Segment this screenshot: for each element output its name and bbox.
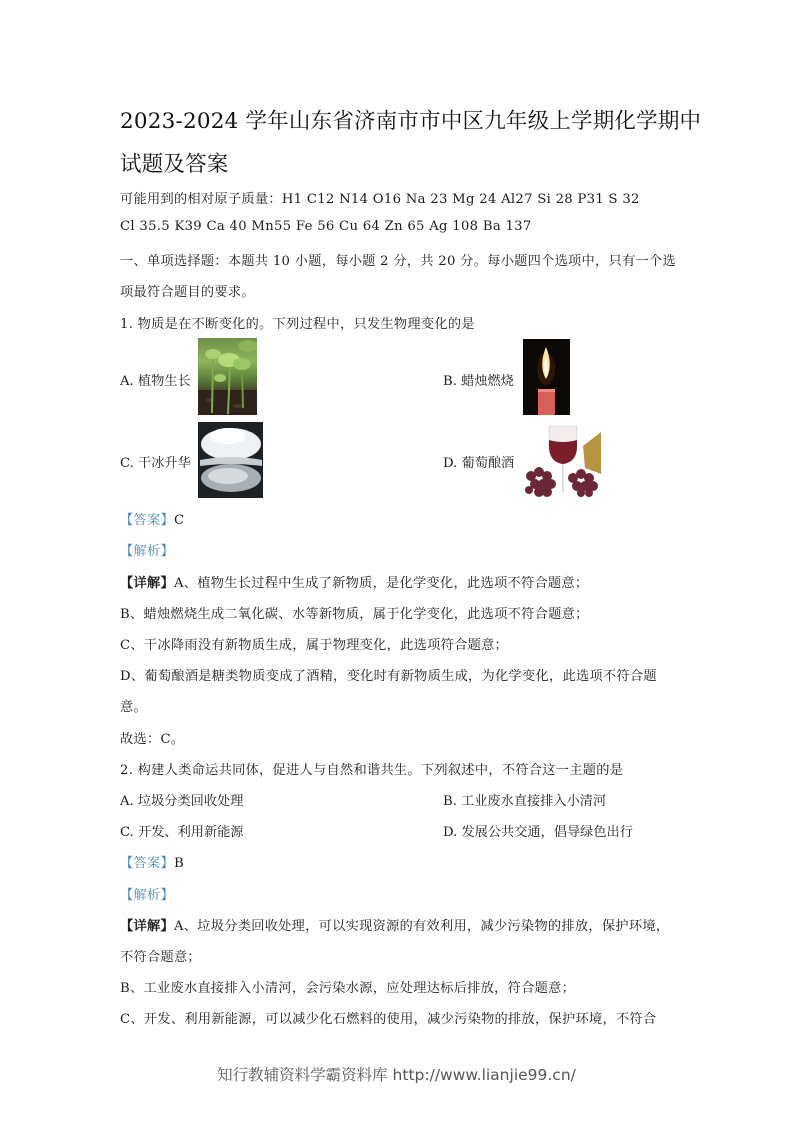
question-1-detail-line-2: B、蜡烛燃烧生成二氧化碳、水等新物质，属于化学变化，此选项不符合题意； [120, 607, 589, 622]
question-1-option-a: A. 植物生长 [120, 374, 191, 389]
question-2-analysis-tag [120, 884, 174, 903]
answer-value: B [173, 856, 184, 871]
page-title-line-2: 试题及答案 [120, 152, 229, 177]
question-1-analysis-tag [120, 540, 174, 559]
question-1-answer [120, 509, 184, 528]
question-2-option-d: D. 发展公共交通，倡导绿色出行 [443, 825, 633, 840]
section-heading-line-2: 项最符合题目的要求。 [120, 285, 255, 300]
question-2-detail-line-4: C、开发、利用新能源，可以减少化石燃料的使用，减少污染物的排放，保护环境，不符合 [120, 1012, 657, 1027]
question-1-detail-line-4: D、葡萄酿酒是糖类物质变成了酒精，变化时有新物质生成，为化学变化，此选项不符合题 [120, 669, 657, 684]
answer-tag: 【答案】 [120, 856, 174, 871]
section-heading-line-1: 一、单项选择题：本题共 10 小题，每小题 2 分，共 20 分。每小题四个选项中，只有一个选 [120, 254, 676, 269]
question-2-detail-line-3: B、工业废水直接排入小清河，会污染水源，应处理达标后排放，符合题意； [120, 981, 576, 996]
answer-tag: 【答案】 [120, 513, 174, 528]
detail-text: A、植物生长过程中生成了新物质，是化学变化，此选项不符合题意； [173, 576, 589, 591]
question-1-option-c: C. 干冰升华 [120, 456, 191, 471]
question-1-detail-line-5: 意。 [120, 700, 147, 715]
question-2-option-c: C. 开发、利用新能源 [120, 825, 244, 840]
footer-watermark: 知行教辅资料学霸资料库 http://www.lianjie99.cn/ [217, 1066, 576, 1084]
page-title-line-1: 2023-2024 学年山东省济南市市中区九年级上学期化学期中 [120, 109, 702, 134]
detail-text: A、垃圾分类回收处理，可以实现资源的有效利用，减少污染物的排放，保护环境， [173, 919, 670, 934]
question-2-detail-line-2: 不符合题意； [120, 950, 201, 965]
atomic-mass-line-2: Cl 35.5 K39 Ca 40 Mn55 Fe 56 Cu 64 Zn 65 Ag 108 Ba 137 [120, 219, 532, 234]
analysis-tag: 【解析】 [120, 888, 174, 903]
atomic-mass-line-1: 可能用到的相对原子质量：H1 C12 N14 O16 Na 23 Mg 24 Al27 Si 28 P31 S 32 [120, 192, 640, 207]
question-1-stem: 1. 物质是在不断变化的。下列过程中，只发生物理变化的是 [120, 317, 475, 332]
wine-grapes-image [523, 424, 601, 498]
detail-tag: 【详解】 [120, 576, 174, 591]
analysis-tag: 【解析】 [120, 544, 174, 559]
question-1-detail-line-1 [120, 572, 588, 591]
question-2-answer [120, 852, 184, 871]
question-2-option-b: B. 工业废水直接排入小清河 [443, 794, 607, 809]
question-1-detail-line-3: C、干冰降雨没有新物质生成，属于物理变化，此选项符合题意； [120, 638, 509, 653]
answer-value: C [173, 513, 185, 528]
question-2-option-a: A. 垃圾分类回收处理 [120, 794, 244, 809]
burning-candle-image [523, 339, 570, 415]
plant-seedling-image [198, 338, 257, 415]
question-1-conclusion: 故选：C。 [120, 732, 185, 747]
detail-tag: 【详解】 [120, 919, 174, 934]
dry-ice-image [198, 422, 263, 498]
question-2-detail-line-1 [120, 915, 669, 934]
question-2-stem: 2. 构建人类命运共同体，促进人与自然和谐共生。下列叙述中，不符合这一主题的是 [120, 763, 624, 778]
question-1-option-d: D. 葡萄酿酒 [443, 456, 515, 471]
question-1-option-b: B. 蜡烛燃烧 [443, 374, 514, 389]
